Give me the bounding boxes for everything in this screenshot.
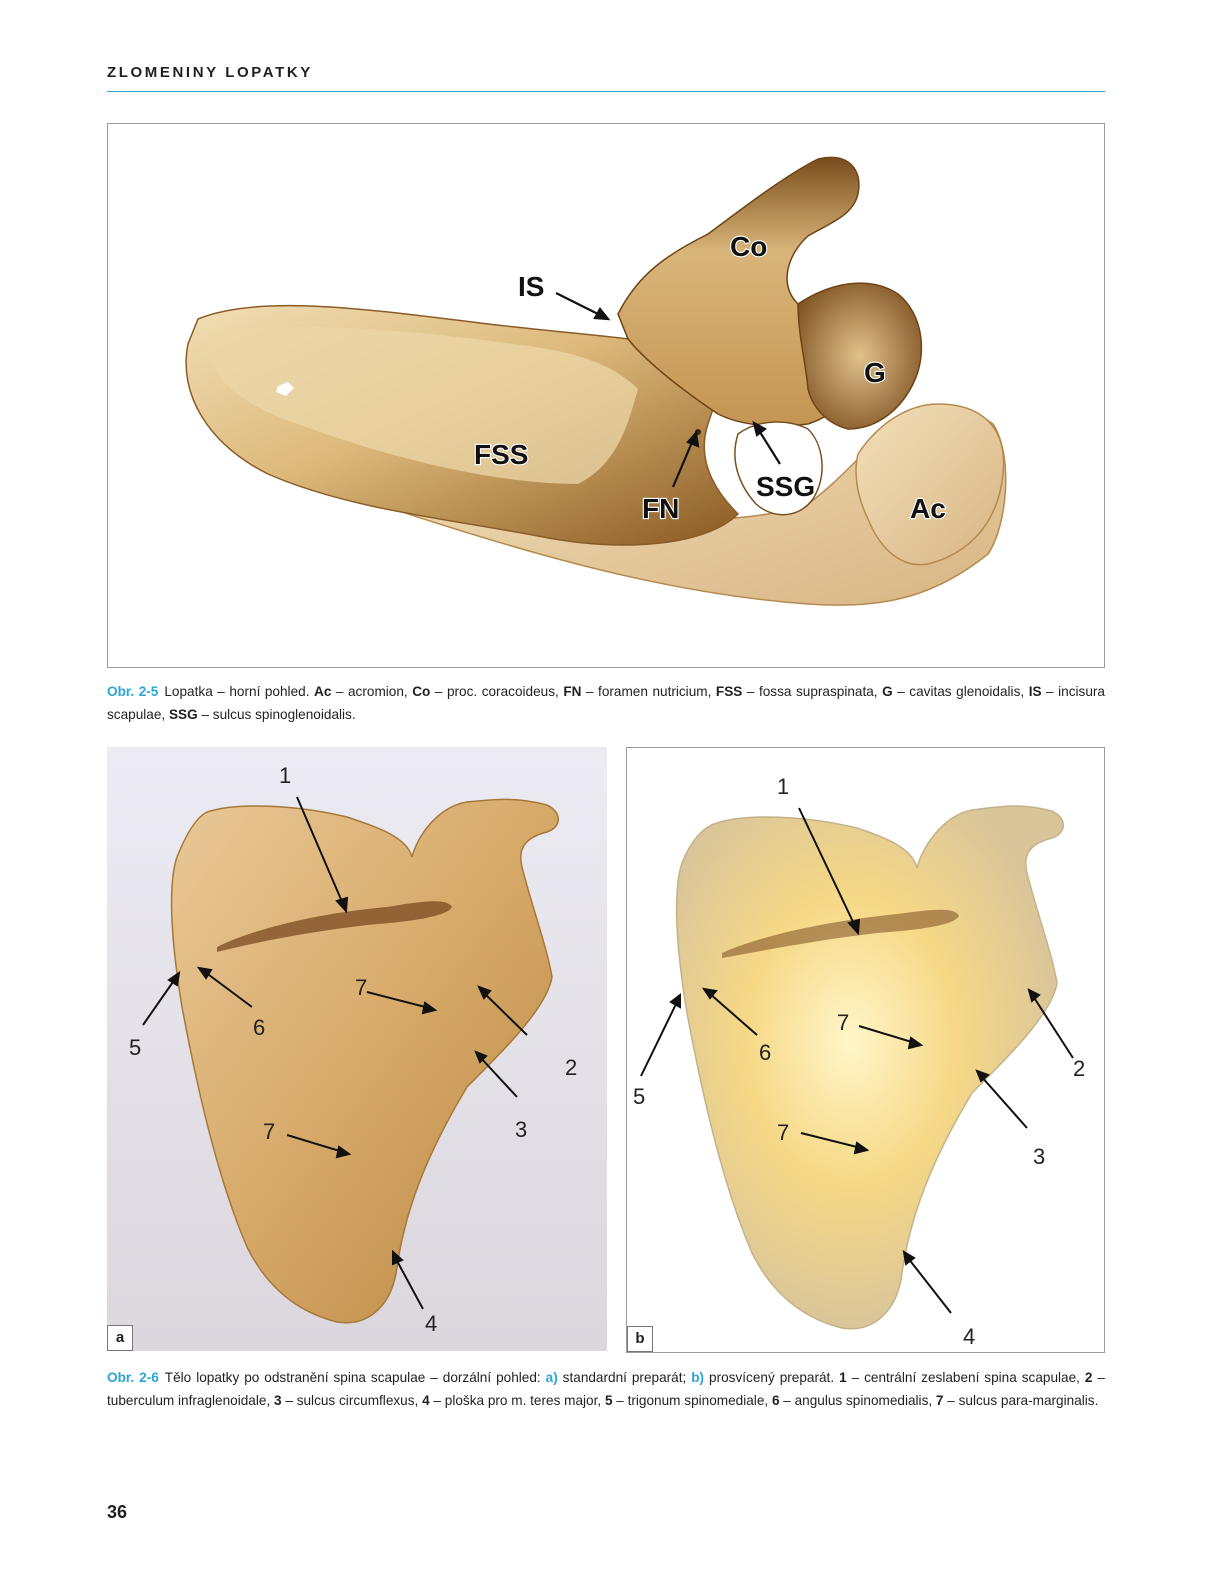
number-4: 4 [425, 1311, 438, 1336]
item-text: – tuberculum infraglenoidale, [107, 1370, 1105, 1408]
caption-text: standardní preparát; [557, 1370, 692, 1385]
number-5: 5 [633, 1084, 646, 1109]
item-text: – angulus spinomedialis, [779, 1393, 936, 1408]
panel-label-a: a) [545, 1370, 558, 1385]
page-number: 36 [107, 1502, 128, 1522]
term-text: – fossa supraspinata, [742, 684, 883, 699]
term-abbr: FN [563, 684, 582, 699]
term-abbr: SSG [168, 707, 198, 722]
label-Ac: Ac [910, 493, 946, 524]
term-abbr: G [882, 684, 893, 699]
number-5: 5 [129, 1035, 142, 1060]
term-text: – cavitas glenoidalis, [892, 684, 1029, 699]
panel-tag-b: b [627, 1326, 653, 1352]
number-2: 2 [1073, 1056, 1086, 1081]
figure-number: Obr. 2-6 [107, 1370, 159, 1385]
number-7: 7 [263, 1119, 276, 1144]
figure-2-6-caption [107, 1366, 1105, 1412]
item-text: – trigonum spinomediale, [612, 1393, 772, 1408]
figure-2-6a-photo [107, 747, 607, 1351]
item-number: 7 [935, 1393, 944, 1408]
number-1: 1 [279, 763, 292, 788]
number-3: 3 [1033, 1144, 1046, 1169]
item-text: – centrální zeslabení spina scapulae, [846, 1370, 1085, 1385]
label-G: G [864, 357, 886, 388]
label-FSS: FSS [474, 439, 529, 470]
number-7: 7 [837, 1010, 850, 1035]
item-number: 5 [604, 1393, 613, 1408]
term-text: – acromion, [331, 684, 413, 699]
number-1: 1 [777, 774, 790, 799]
number-6: 6 [759, 1040, 772, 1065]
term-abbr: Co [412, 684, 431, 699]
figure-number: Obr. 2-5 [107, 684, 159, 699]
number-2: 2 [565, 1055, 578, 1080]
number-6: 6 [253, 1015, 266, 1040]
figure-2-5-caption [107, 680, 1105, 726]
figure-2-6b-photo [626, 747, 1105, 1353]
term-text: – sulcus spinoglenoidalis. [197, 707, 356, 722]
term-text: – incisura scapulae, [107, 684, 1105, 722]
running-title: ZLOMENINY LOPATKY [107, 64, 313, 81]
scapula-dorsal-transilluminated [627, 748, 1104, 1352]
label-Co: Co [730, 231, 768, 262]
number-3: 3 [515, 1117, 528, 1142]
item-text: – sulcus circumflexus, [281, 1393, 423, 1408]
item-number: 2 [1084, 1370, 1093, 1385]
term-text: – proc. coracoideus, [430, 684, 564, 699]
caption-lead: Tělo lopatky po odstranění spina scapulae – dorzální pohled: [164, 1370, 546, 1385]
panel-tag-a: a [107, 1325, 133, 1351]
item-text: – ploška pro m. teres major, [429, 1393, 605, 1408]
term-abbr: IS [1028, 684, 1042, 699]
caption-lead: Lopatka – horní pohled. [164, 684, 310, 699]
item-number: 4 [422, 1393, 430, 1408]
item-number: 6 [771, 1393, 780, 1408]
number-4: 4 [963, 1324, 976, 1349]
scapula-dorsal-standard [107, 747, 607, 1351]
number-7: 7 [355, 975, 368, 1000]
item-number: 1 [839, 1370, 847, 1385]
term-abbr: Ac [314, 684, 332, 699]
term-text: – foramen nutricium, [581, 684, 716, 699]
label-IS: IS [518, 271, 545, 302]
item-text: – sulcus para-marginalis. [943, 1393, 1099, 1408]
label-SSG: SSG [756, 471, 816, 502]
term-abbr: FSS [715, 684, 743, 699]
caption-text: prosvícený preparát. [704, 1370, 840, 1385]
number-7: 7 [777, 1120, 790, 1145]
scapula-top-view [108, 124, 1104, 667]
header-rule [107, 91, 1105, 92]
figure-2-5-photo [107, 123, 1105, 668]
item-number: 3 [274, 1393, 282, 1408]
label-FN: FN [642, 493, 680, 524]
panel-label-b: b) [691, 1370, 705, 1385]
